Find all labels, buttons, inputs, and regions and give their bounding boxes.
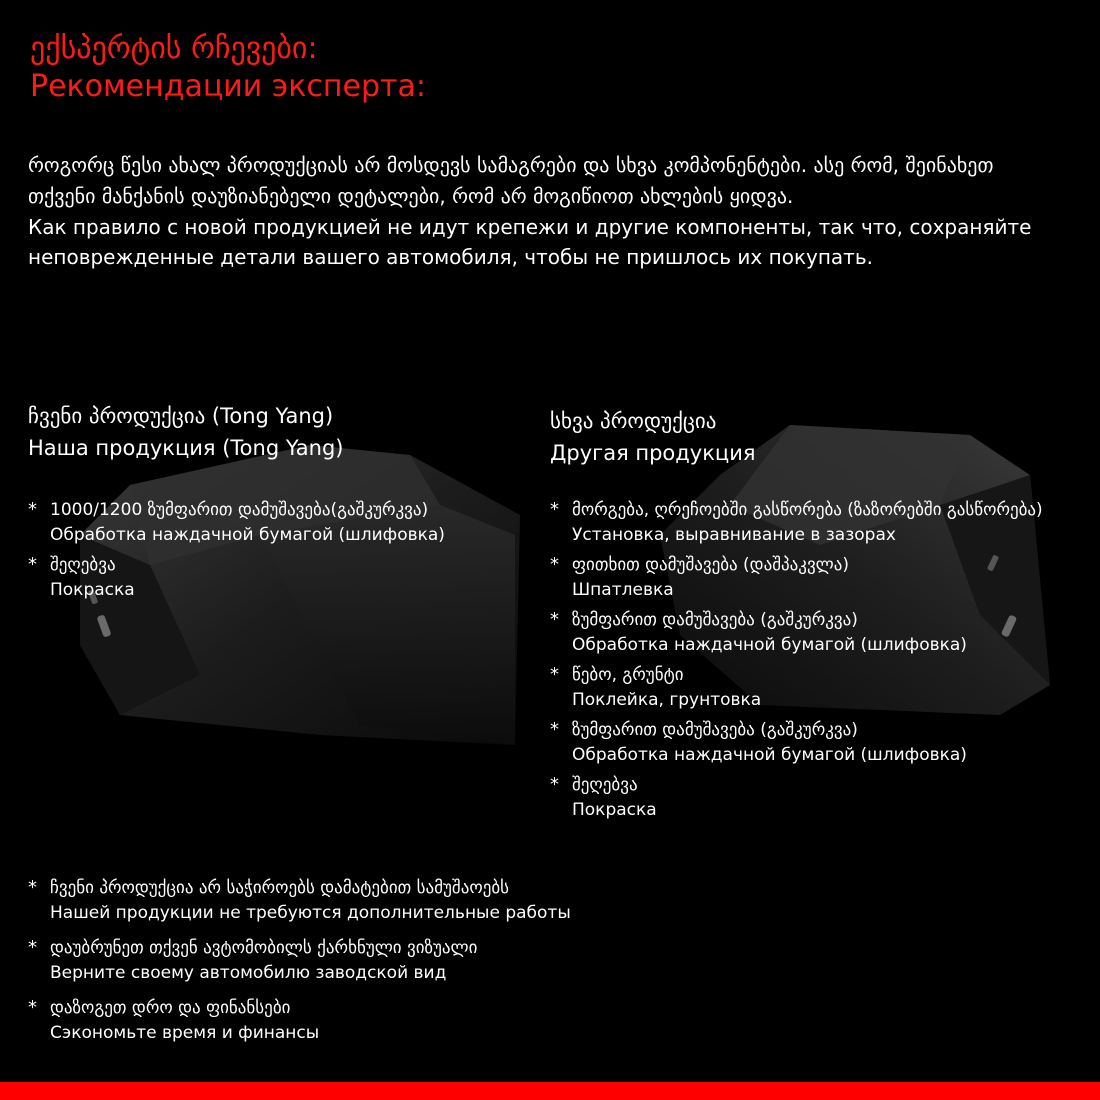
our-product-heading-georgian: ჩვენი პროდუქცია (Tong Yang) — [28, 404, 334, 428]
step-russian: Обработка наждачной бумагой (шлифовка) — [572, 745, 967, 765]
bullet-asterisk: * — [28, 997, 37, 1018]
benefit-georgian: დაზოგეთ დრო და ფინანსები — [50, 998, 291, 1018]
our-product-steps — [28, 497, 445, 607]
step-georgian: ფითხით დამუშავება (დაშპაკვლა) — [572, 555, 850, 575]
our-product-heading — [28, 400, 343, 464]
bullet-asterisk: * — [28, 499, 37, 520]
list-item — [28, 995, 571, 1045]
step-georgian: 1000/1200 ზუმფარით დამუშავება(გაშკურკვა) — [50, 500, 429, 520]
bullet-asterisk: * — [550, 609, 559, 630]
list-item — [550, 497, 1043, 547]
step-georgian: ზუმფარით დამუშავება (გაშკურკვა) — [572, 720, 858, 740]
step-russian: Обработка наждачной бумагой (шлифовка) — [572, 635, 967, 655]
list-item — [550, 662, 1043, 712]
list-item — [550, 772, 1043, 822]
bullet-asterisk: * — [550, 499, 559, 520]
step-georgian: შეღებვა — [50, 555, 116, 575]
other-product-steps — [550, 497, 1043, 827]
step-russian: Шпатлевка — [572, 580, 674, 600]
step-georgian: შეღებვა — [572, 775, 638, 795]
bullet-asterisk: * — [550, 664, 559, 685]
other-product-heading — [550, 405, 756, 469]
list-item — [550, 607, 1043, 657]
benefit-russian: Сэкономьте время и финансы — [50, 1023, 320, 1043]
other-product-heading-georgian: სხვა პროდუქცია — [550, 409, 717, 433]
step-russian: Покраска — [572, 800, 657, 820]
list-item — [28, 935, 571, 985]
bullet-asterisk: * — [550, 554, 559, 575]
list-item — [28, 875, 571, 925]
intro-georgian: როგორც წესი ახალ პროდუქციას არ მოსდევს სამაგრები და სხვა კომპონენტები. ასე რომ, შეინახეთ თქვენი მანქანის დაუზიანებელი დეტალები, რომ არ მოგიწიოთ ახლების ყიდვა. — [28, 153, 994, 208]
list-item — [28, 497, 445, 547]
benefit-russian: Верните своему автомобилю заводской вид — [50, 963, 447, 983]
bottom-accent-bar — [0, 1082, 1100, 1100]
list-item — [28, 552, 445, 602]
step-russian: Покраска — [50, 580, 135, 600]
benefit-georgian: დაუბრუნეთ თქვენ ავტომობილს ქარხნული ვიზუალი — [50, 938, 478, 958]
benefit-georgian: ჩვენი პროდუქცია არ საჭიროებს დამატებით სამუშაოებს — [50, 878, 510, 898]
page-title — [30, 30, 426, 106]
title-russian: Рекомендации эксперта: — [30, 69, 426, 104]
bullet-asterisk: * — [28, 554, 37, 575]
step-russian: Установка, выравнивание в зазорах — [572, 525, 896, 545]
step-georgian: ზუმფარით დამუშავება (გაშკურკვა) — [572, 610, 858, 630]
bullet-asterisk: * — [28, 877, 37, 898]
list-item — [550, 717, 1043, 767]
title-georgian: ექსპერტის რჩევები: — [30, 31, 318, 66]
bullet-asterisk: * — [28, 937, 37, 958]
step-georgian: მორგება, ღრეჩოებში გასწორება (ზაზორებში გასწორება) — [572, 500, 1043, 520]
step-georgian: წებო, გრუნტი — [572, 665, 684, 685]
step-russian: Обработка наждачной бумагой (шлифовка) — [50, 525, 445, 545]
our-product-heading-russian: Наша продукция (Tong Yang) — [28, 436, 344, 460]
bullet-asterisk: * — [550, 719, 559, 740]
bullet-asterisk: * — [550, 774, 559, 795]
other-product-heading-russian: Другая продукция — [550, 441, 756, 465]
benefits-list — [28, 875, 571, 1055]
benefit-russian: Нашей продукции не требуются дополнительные работы — [50, 903, 571, 923]
list-item — [550, 552, 1043, 602]
intro-russian: Как правило с новой продукцией не идут крепежи и другие компоненты, так что, сохраняйте неповрежденные детали вашего автомобиля, чтобы не пришлось их покупать. — [28, 215, 1032, 269]
step-russian: Поклейка, грунтовка — [572, 690, 762, 710]
intro-text — [28, 150, 1038, 272]
